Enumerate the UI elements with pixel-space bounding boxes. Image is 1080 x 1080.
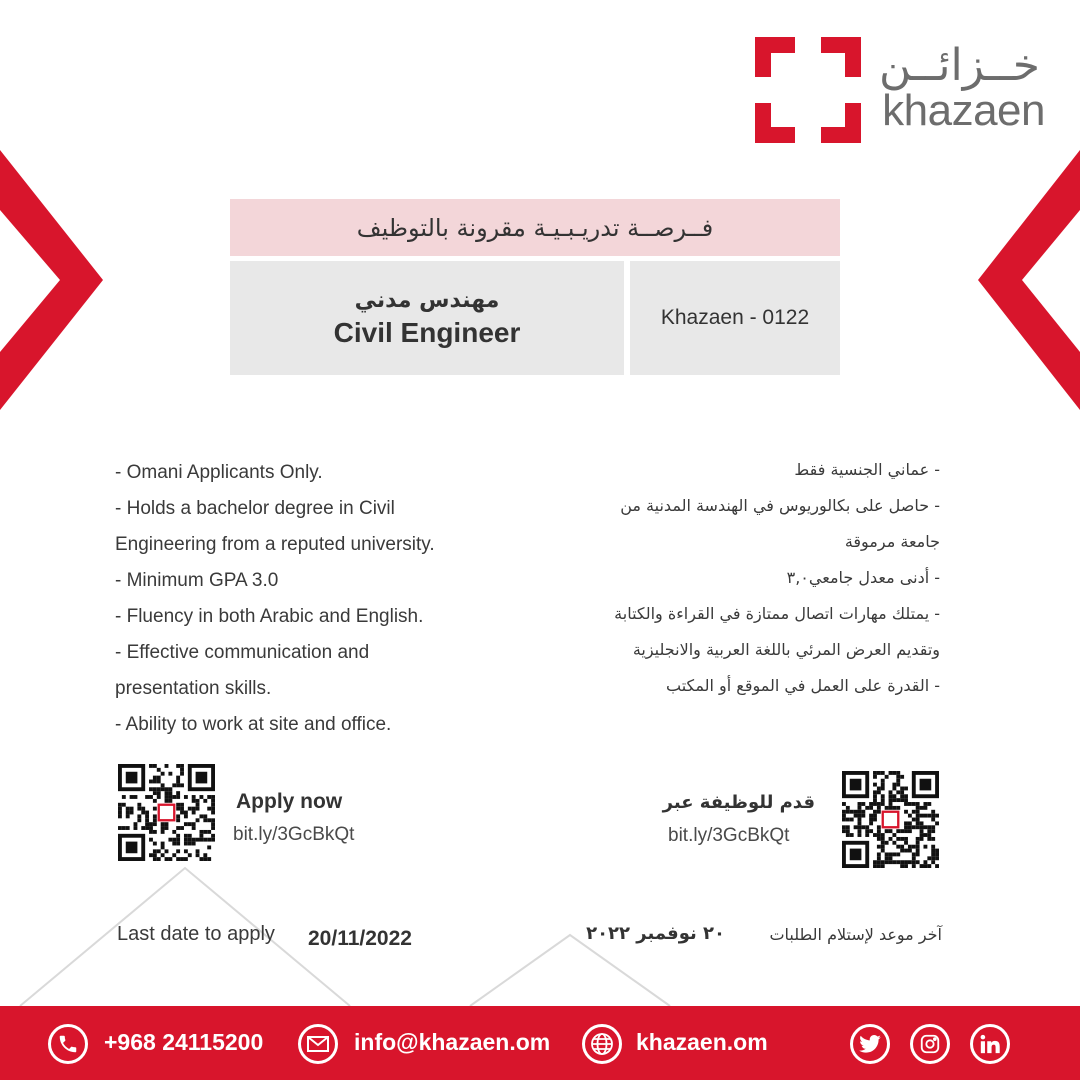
phone-icon [48, 1024, 88, 1064]
requirement-line: - Holds a bachelor degree in Civil [115, 498, 395, 519]
offer-title: فــرصــة تدريـبـيـة مقرونة بالتوظيف [230, 199, 840, 256]
deadline-label-en: Last date to apply [117, 923, 275, 945]
requirements-arabic [560, 452, 940, 704]
deadline-date-ar: ٢٠ نوفمبر ٢٠٢٢ [586, 923, 725, 944]
email-icon [298, 1024, 338, 1064]
requirement-line: وتقديم العرض المرئي باللغة العربية والانجليزية [632, 640, 940, 659]
job-title-english: Civil Engineer [333, 316, 521, 348]
job-code: Khazaen - 0122 [630, 261, 840, 375]
requirement-line: - القدرة على العمل في الموقع أو المكتب [666, 676, 940, 695]
requirement-line: presentation skills. [115, 678, 272, 699]
globe-icon [582, 1024, 622, 1064]
requirement-line: - Effective communication and [115, 642, 370, 663]
requirement-line: - Ability to work at site and office. [115, 714, 392, 735]
linkedin-icon[interactable] [970, 1024, 1010, 1064]
twitter-icon[interactable] [850, 1024, 890, 1064]
deadline-label-ar: آخر موعد لإستلام الطلبات [769, 925, 942, 944]
requirement-line: - Omani Applicants Only. [115, 462, 323, 483]
apply-link-ar[interactable]: bit.ly/3GcBkQt [668, 825, 790, 846]
requirement-line: - أدنى معدل جامعي٣,٠ [786, 568, 940, 587]
apply-link-en[interactable]: bit.ly/3GcBkQt [233, 824, 355, 845]
requirement-line: - Minimum GPA 3.0 [115, 570, 279, 591]
requirement-line: - عماني الجنسية فقط [794, 460, 940, 479]
requirement-line: - حاصل على بكالوريوس في الهندسة المدنية من [620, 496, 940, 515]
footer-email[interactable]: info@khazaen.om [354, 1029, 551, 1055]
footer-phone[interactable]: +968 24115200 [104, 1029, 264, 1055]
requirements-english [115, 455, 535, 743]
requirement-line: - يمتلك مهارات اتصال ممتازة في القراءة والكتابة [614, 604, 940, 623]
logo-text-arabic: خــزائــن [878, 40, 1040, 91]
qr-code-apply-ar[interactable] [842, 771, 939, 868]
instagram-icon[interactable] [910, 1024, 950, 1064]
logo-text-english: khazaen [882, 86, 1045, 135]
qr-code-apply-en[interactable] [118, 764, 215, 861]
logo-mark [755, 37, 861, 143]
job-title-box [230, 261, 624, 375]
footer-website[interactable]: khazaen.om [636, 1029, 768, 1055]
job-title-arabic: مهندس مدني [354, 287, 500, 313]
deadline-date-en: 20/11/2022 [308, 927, 412, 950]
apply-now-label: Apply now [236, 790, 343, 813]
apply-label-arabic: قدم للوظيفة عبر [662, 792, 815, 813]
requirement-line: جامعة مرموقة [844, 532, 940, 551]
requirement-line: - Fluency in both Arabic and English. [115, 606, 424, 627]
requirement-line: Engineering from a reputed university. [115, 534, 435, 555]
